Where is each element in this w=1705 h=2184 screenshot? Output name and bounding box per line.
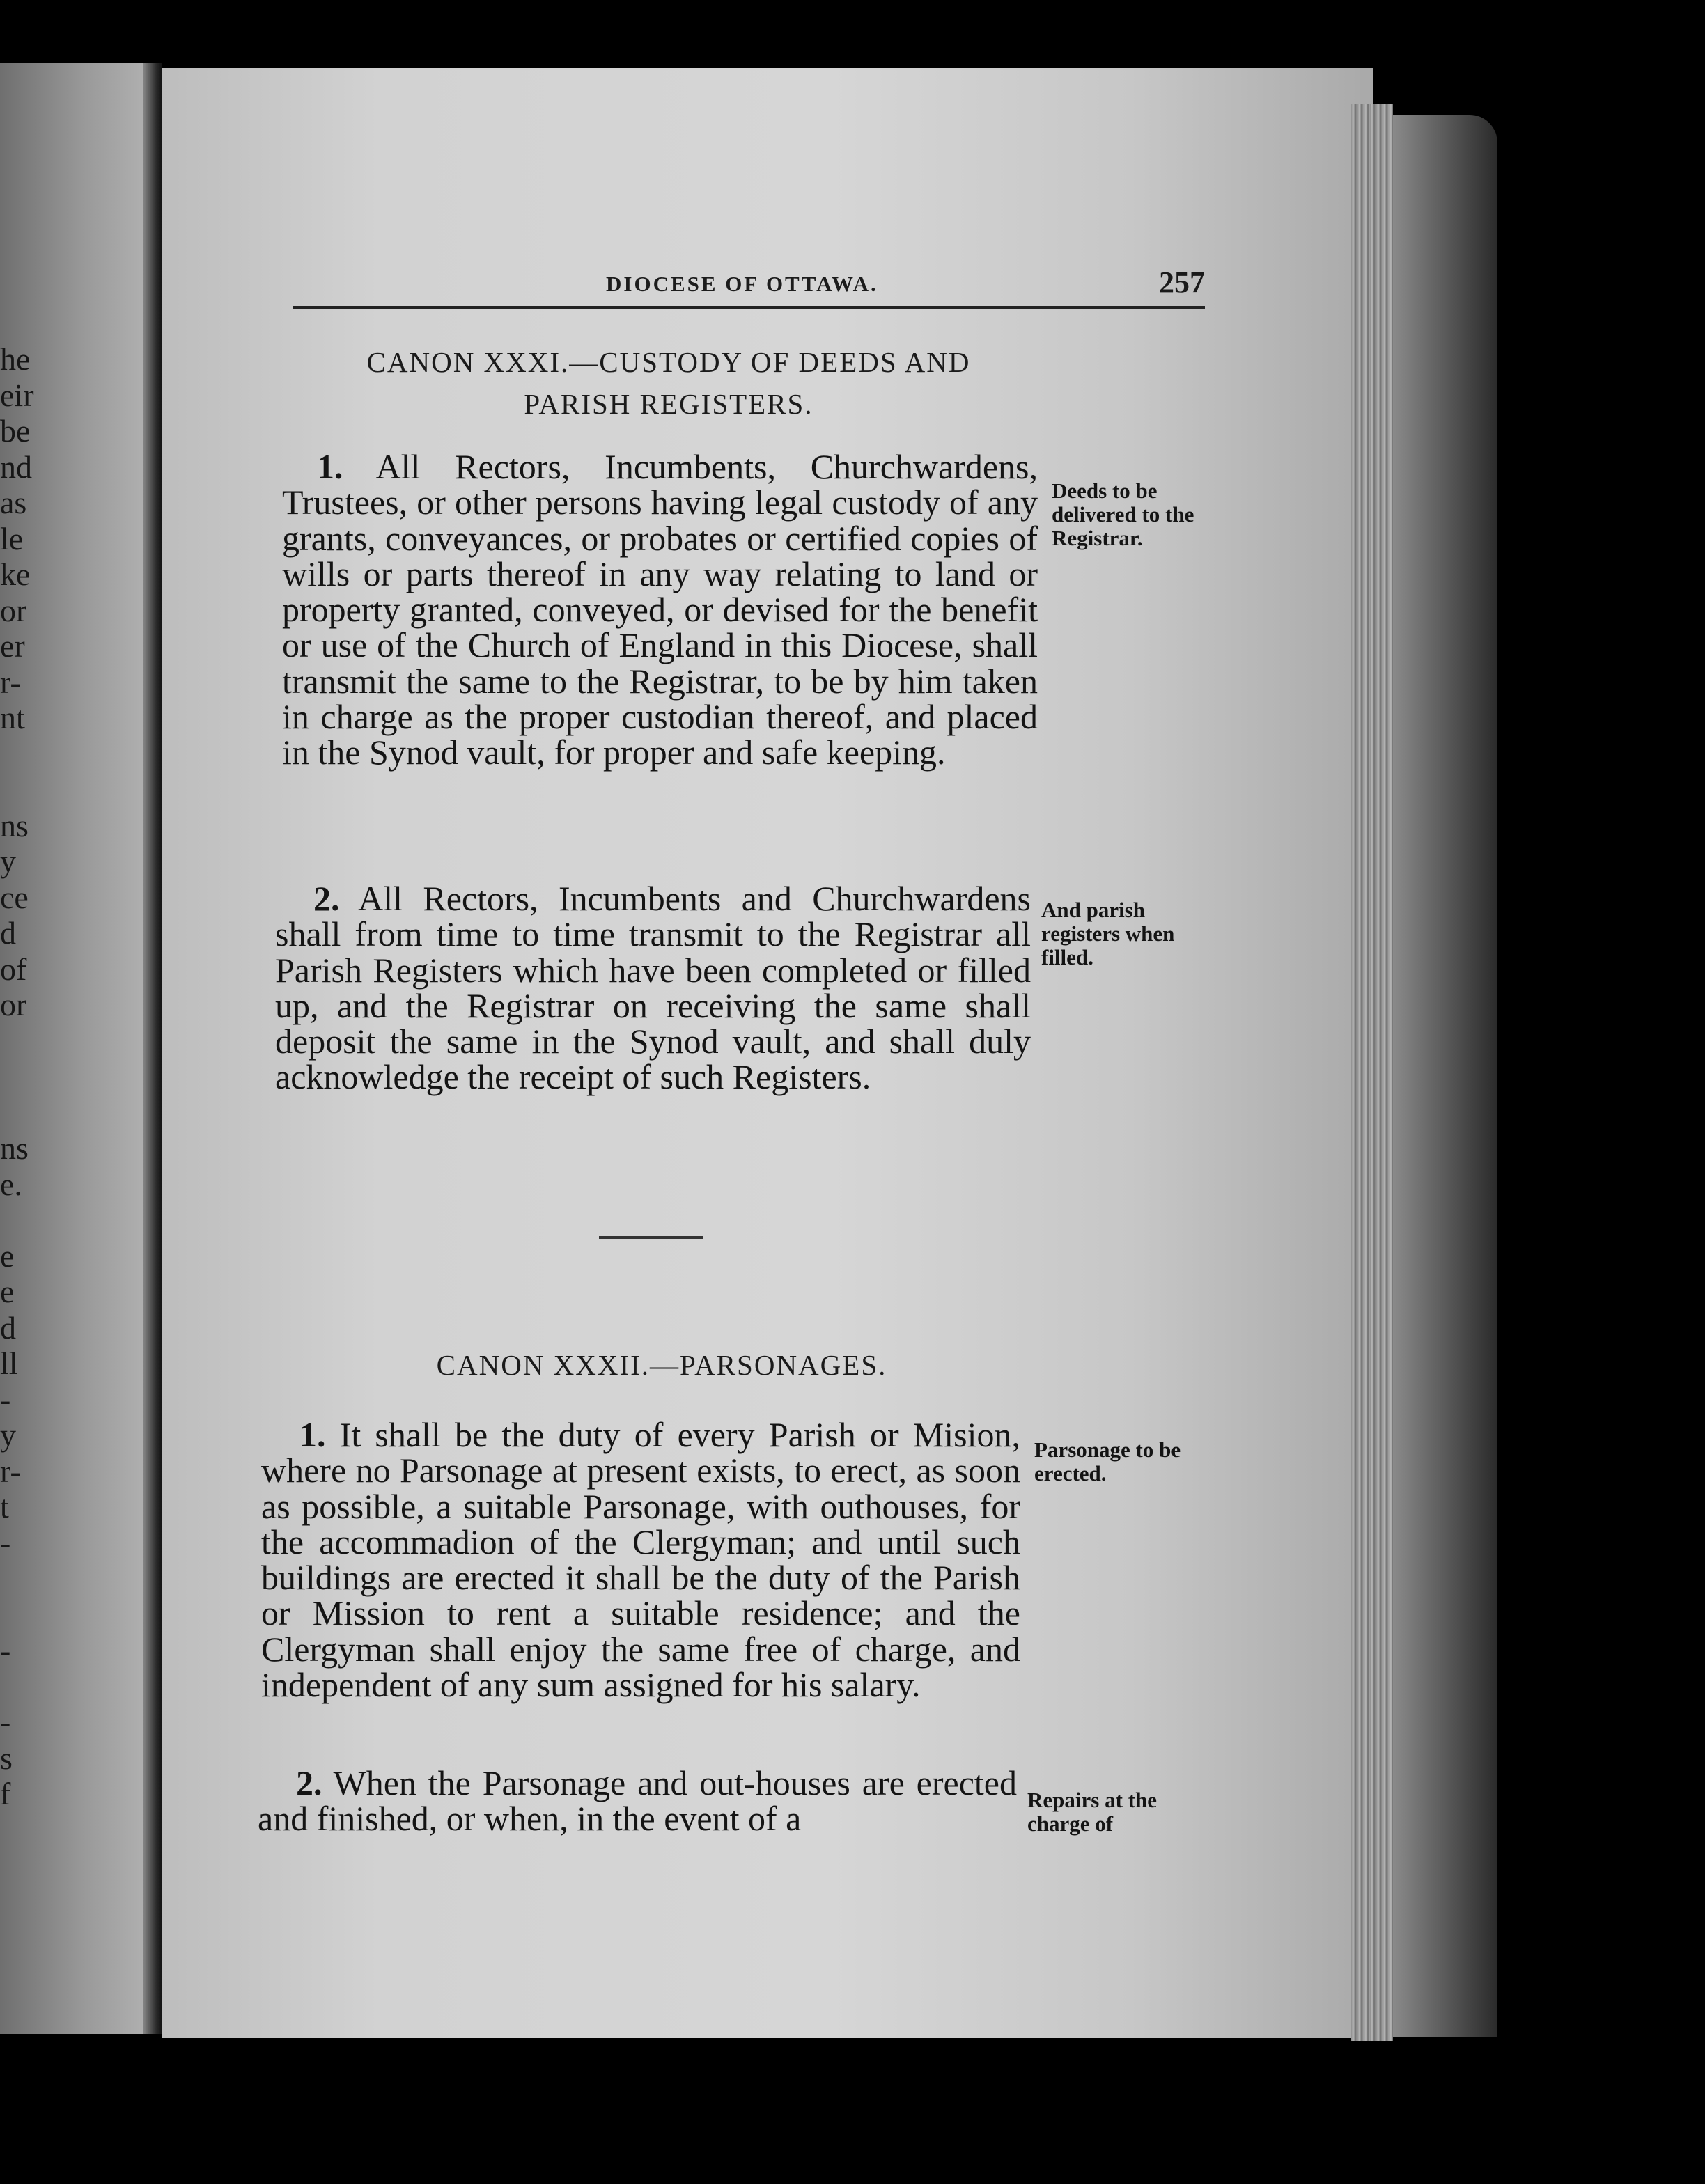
previous-page-fragment: d [0,1309,16,1346]
previous-page-fragment: be [0,413,31,448]
previous-page-fragment: ns [0,807,29,843]
book-edge-shadow [1393,115,1497,2037]
previous-page-fragment: or [0,987,27,1022]
section-text: All Rectors, Incumbents, Churchwardens, Trustees, or other persons having legal custody of any grants, conveyances, or probates or certified copies of wills or parts thereof in any way relating to land or property granted, conveyed, or devised for the benefit or use of the Church of England in this Diocese, shall transmit the same to the Registrar, to be by him taken in charge as the proper custodian thereof, and placed in the Synod vault, for proper and safe keeping. [282,447,1038,772]
canon-32-title: CANON XXXII.—PARSONAGES. [436,1349,887,1381]
previous-page-fragment [0,1561,56,1597]
previous-page-fragment: y [0,843,16,879]
canon-31-title [293,341,1045,425]
section-text: It shall be the duty of every Parish or Mision, where no Parsonage at present exists, to erect, as soon as possible, a suitable Parsonage, with outhouses, for the accommadion of the Clergyman; and until such buildings are erected it shall be the duty of the Parish or Mission to rent a suitable residence; and the Clergyman shall enjoy the same free of charge, and independent of any sum assigned for his salary. [261,1415,1020,1705]
section-divider [599,1236,703,1239]
canon-31-section-2-side-note: And parish registers when filled. [1041,898,1175,969]
previous-page-fragment: r- [0,664,21,700]
canon-31-title-line-2: PARISH REGISTERS. [524,388,813,420]
page-number: 257 [1159,265,1205,299]
section-number: 2. [313,879,340,918]
previous-page-fragment [0,1597,56,1633]
canon-32-section-2-side-note: Repairs at the charge of [1027,1788,1157,1836]
previous-page-fragment: - [0,1524,11,1561]
book-gutter [143,63,162,2034]
previous-page-fragment: r- [0,1453,21,1489]
header-rule [293,306,1205,309]
previous-page-fragment [0,1095,56,1131]
previous-page-fragment: ns [0,1130,29,1166]
previous-page-fragment: nt [0,700,25,735]
previous-page-fragment [0,1023,56,1059]
previous-page-fragment: he [0,341,31,377]
previous-page-fragment [0,772,56,808]
previous-page-fragment: d [0,915,16,951]
canon-32-section-1-side-note: Parsonage to be erected. [1034,1437,1181,1485]
previous-page-fragment: e [0,1238,15,1274]
section-number: 1. [317,447,343,486]
previous-page-fragment: ke [0,556,31,592]
running-head [293,265,1205,327]
previous-page-fragment [0,736,56,772]
previous-page-fragment: as [0,485,27,520]
previous-page-fragment: ce [0,879,29,915]
canon-31-section-1 [282,449,1038,771]
section-text: When the Parsonage and out-houses are erected and finished, or when, in the event of a [258,1763,1017,1839]
previous-page-fragment [0,1202,56,1238]
previous-page-fragment [0,1059,56,1095]
previous-page-fragment: y [0,1417,16,1453]
previous-page-fragment: e. [0,1166,22,1202]
previous-page-fragment: e [0,1274,15,1309]
previous-page-fragment: f [0,1776,11,1811]
previous-page-fragment: er [0,628,25,664]
section-number: 1. [299,1415,326,1454]
previous-page-fragment [0,1669,56,1705]
previous-page-fragment: eir [0,377,34,413]
canon-31-section-1-side-note: Deeds to be delivered to the Registrar. [1052,478,1194,550]
page-edges [1351,104,1393,2041]
previous-page-fragment: ll [0,1346,18,1381]
section-number: 2. [296,1763,322,1802]
previous-page-fragment: le [0,520,24,556]
previous-page-fragment: t [0,1489,9,1524]
section-text: All Rectors, Incumbents and Churchwardens shall from time to time transmit to the Registrar all Parish Registers which have been completed or filled up, and the Registrar on receiving the same shall deposit the same in the Synod vault, and shall duly acknowledge the receipt of such Registers. [275,879,1031,1097]
previous-page-fragment: or [0,592,27,628]
canon-32-section-1 [261,1417,1020,1703]
canon-31-title-line-1: CANON XXXI.—CUSTODY OF DEEDS AND [366,346,971,378]
previous-page-fragment: nd [0,448,32,485]
previous-page-fragment: - [0,1381,11,1417]
canon-31-section-2 [275,881,1031,1095]
previous-page-fragment: - [0,1704,11,1740]
previous-page-fragment: - [0,1632,11,1668]
previous-page-fragment: of [0,951,27,987]
previous-page-fragment: s [0,1740,13,1776]
running-title: DIOCESE OF OTTAWA. [606,272,878,296]
canon-32-section-2 [258,1765,1017,1837]
previous-page-text-fragments [0,341,56,1812]
